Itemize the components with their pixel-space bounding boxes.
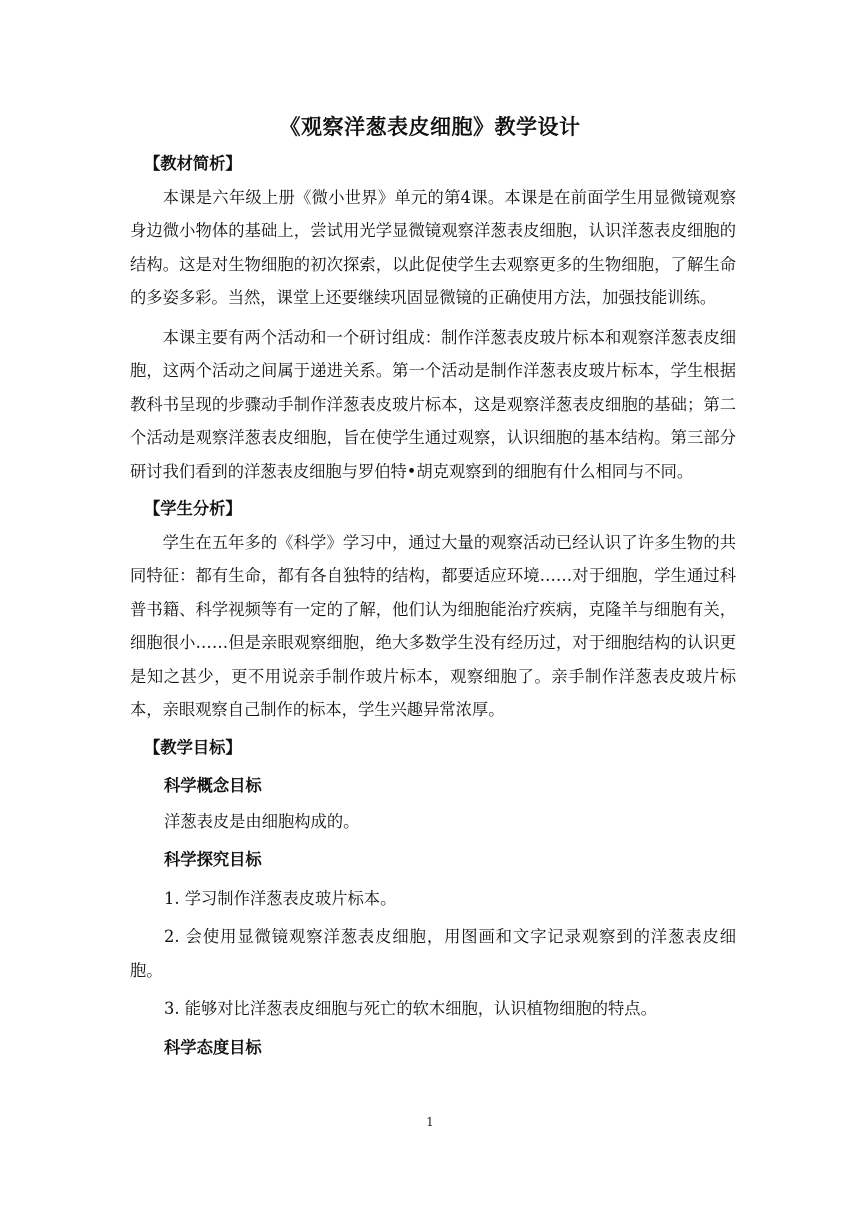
section-heading-teaching-objectives: 【教学目标】 (144, 737, 242, 757)
subheading-concept-objective: 科学概念目标 (164, 776, 262, 795)
document-title: 《观察洋葱表皮细胞》教学设计 (279, 115, 581, 139)
paragraph: 本课主要有两个活动和一个研讨组成：制作洋葱表皮玻片标本和观察洋葱表皮细胞，这两个活动之间属于递进关系。第一个活动是制作洋葱表皮玻片标本，学生根据教科书呈现的步骤动手制作洋葱表皮玻片标本，这是观察洋葱表皮细胞的基础；第二个活动是观察洋葱表皮细胞，旨在使学生通过观察，认识细胞的基本结构。第三部分研讨我们看到的洋葱表皮细胞与罗伯特•胡克观察到的细胞有什么相同与不同。 (130, 327, 736, 481)
list-item: 3. 能够对比洋葱表皮细胞与死亡的软木细胞，认识植物细胞的特点。 (164, 999, 657, 1018)
page-number: 1 (426, 1115, 434, 1129)
paragraph: 本课是六年级上册《微小世界》单元的第4课。本课是在前面学生用显微镜观察身边微小物体的基础上，尝试用光学显微镜观察洋葱表皮细胞，认识洋葱表皮细胞的结构。这是对生物细胞的初次探索，以此促使学生去观察更多的生物细胞，了解生命的多姿多彩。当然，课堂上还要继续巩固显微镜的正确使用方法，加强技能训练。 (130, 187, 736, 307)
subheading-attitude-objective: 科学态度目标 (164, 1037, 262, 1057)
subheading-inquiry-objective: 科学探究目标 (164, 850, 262, 869)
list-item: 2. 会使用显微镜观察洋葱表皮细胞，用图画和文字记录观察到的洋葱表皮细胞。 (130, 927, 736, 980)
document-body (130, 147, 736, 1064)
section-heading-student-analysis: 【学生分析】 (144, 499, 242, 518)
paragraph: 洋葱表皮是由细胞构成的。 (164, 811, 360, 831)
paragraph: 学生在五年多的《科学》学习中，通过大量的观察活动已经认识了许多生物的共同特征：都有生命，都有各自独特的结构，都要适应环境……对于细胞，学生通过科普书籍、科学视频等有一定的了解，他们认为细胞能治疗疾病，克隆羊与细胞有关，细胞很小……但是亲眼观察细胞，绝大多数学生没有经历过，对于细胞结构的认识更是知之甚少，更不用说亲手制作玻片标本，观察细胞了。亲手制作洋葱表皮玻片标本，亲眼观察自己制作的标本，学生兴趣异常浓厚。 (130, 532, 736, 719)
section-heading-textbook-analysis: 【教材简析】 (144, 154, 242, 173)
list-item: 1. 学习制作洋葱表皮玻片标本。 (164, 888, 397, 908)
